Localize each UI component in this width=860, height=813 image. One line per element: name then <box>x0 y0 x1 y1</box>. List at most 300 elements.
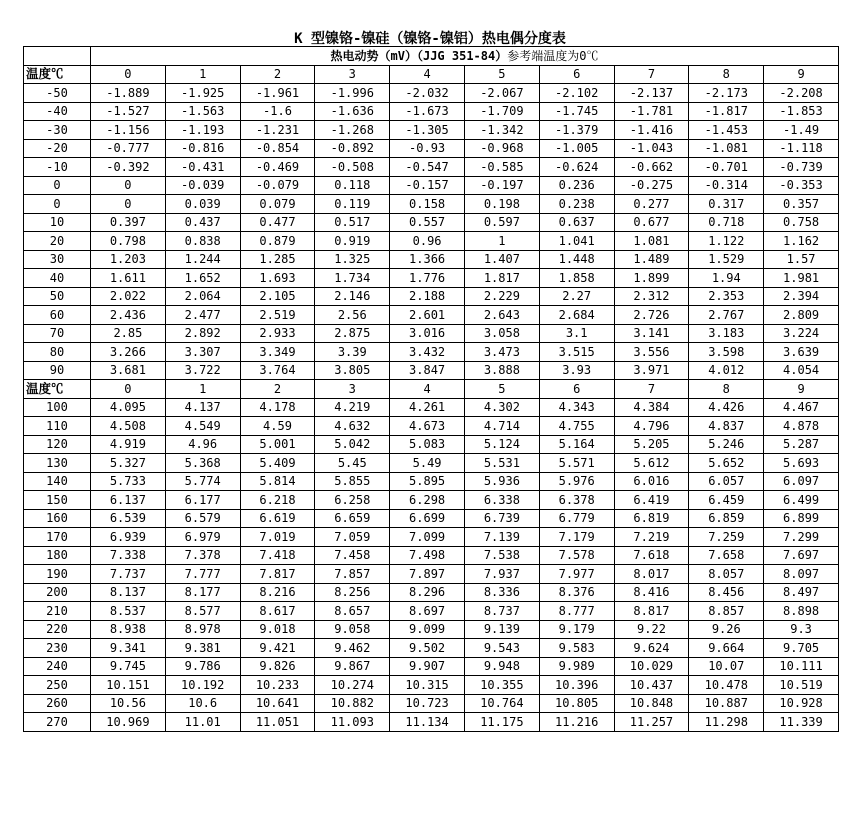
emf-value-cell: 0.96 <box>390 232 465 251</box>
emf-value-cell: 0.317 <box>689 195 764 214</box>
emf-value-cell: 4.549 <box>165 417 240 436</box>
emf-value-cell: 8.256 <box>315 583 390 602</box>
temperature-cell: -50 <box>24 84 91 103</box>
emf-header-reference: 参考端温度为0℃ <box>507 48 599 63</box>
emf-value-cell: 10.6 <box>165 694 240 713</box>
emf-value-cell: 8.097 <box>764 565 839 584</box>
emf-value-cell: -1.636 <box>315 102 390 121</box>
emf-value-cell: 3.432 <box>390 343 465 362</box>
emf-value-cell: 3.971 <box>614 361 689 380</box>
emf-value-cell: 5.49 <box>390 454 465 473</box>
emf-value-cell: 4.796 <box>614 417 689 436</box>
column-header: 1 <box>165 65 240 84</box>
emf-value-cell: 3.1 <box>539 324 614 343</box>
emf-value-cell: 7.179 <box>539 528 614 547</box>
temperature-cell: 170 <box>24 528 91 547</box>
emf-value-cell: 5.001 <box>240 435 315 454</box>
temperature-cell: 70 <box>24 324 91 343</box>
table-row <box>24 84 839 103</box>
emf-value-cell: 0.718 <box>689 213 764 232</box>
emf-value-cell: 7.019 <box>240 528 315 547</box>
emf-value-cell: 9.179 <box>539 620 614 639</box>
emf-value-cell: 2.519 <box>240 306 315 325</box>
column-header-row <box>24 65 839 84</box>
emf-value-cell: 2.767 <box>689 306 764 325</box>
emf-value-cell: 3.515 <box>539 343 614 362</box>
emf-value-cell: 6.979 <box>165 528 240 547</box>
table-row <box>24 176 839 195</box>
emf-value-cell: 1.325 <box>315 250 390 269</box>
column-header: 9 <box>764 380 839 399</box>
emf-value-cell: 11.093 <box>315 713 390 732</box>
temperature-cell: 250 <box>24 676 91 695</box>
emf-value-cell: 0.158 <box>390 195 465 214</box>
emf-value-cell: 5.409 <box>240 454 315 473</box>
emf-value-cell: 11.216 <box>539 713 614 732</box>
emf-value-cell: 2.146 <box>315 287 390 306</box>
emf-value-cell: 9.543 <box>464 639 539 658</box>
emf-value-cell: 9.989 <box>539 657 614 676</box>
emf-value-cell: 10.641 <box>240 694 315 713</box>
emf-value-cell: 8.577 <box>165 602 240 621</box>
emf-value-cell: 7.458 <box>315 546 390 565</box>
emf-value-cell: 10.355 <box>464 676 539 695</box>
emf-value-cell: 6.939 <box>91 528 166 547</box>
emf-value-cell: 9.139 <box>464 620 539 639</box>
emf-value-cell: -2.032 <box>390 84 465 103</box>
emf-value-cell: 4.302 <box>464 398 539 417</box>
emf-value-cell: -0.662 <box>614 158 689 177</box>
emf-value-cell: 6.177 <box>165 491 240 510</box>
emf-value-cell: -1.996 <box>315 84 390 103</box>
emf-value-cell: -0.585 <box>464 158 539 177</box>
emf-value-cell: 4.343 <box>539 398 614 417</box>
emf-value-cell: 7.977 <box>539 565 614 584</box>
emf-value-cell: -0.314 <box>689 176 764 195</box>
emf-value-cell: 7.338 <box>91 546 166 565</box>
emf-value-cell: 1.981 <box>764 269 839 288</box>
emf-value-cell: 6.619 <box>240 509 315 528</box>
emf-value-cell: 10.887 <box>689 694 764 713</box>
emf-value-cell: 1.203 <box>91 250 166 269</box>
temperature-cell: -10 <box>24 158 91 177</box>
emf-value-cell: 4.673 <box>390 417 465 436</box>
table-row <box>24 158 839 177</box>
emf-value-cell: 8.177 <box>165 583 240 602</box>
emf-value-cell: -0.624 <box>539 158 614 177</box>
table-row <box>24 472 839 491</box>
emf-value-cell: 11.339 <box>764 713 839 732</box>
emf-value-cell: 10.764 <box>464 694 539 713</box>
emf-value-cell: 6.499 <box>764 491 839 510</box>
column-header: 7 <box>614 380 689 399</box>
emf-value-cell: 9.624 <box>614 639 689 658</box>
emf-value-cell: 6.819 <box>614 509 689 528</box>
emf-value-cell: 5.976 <box>539 472 614 491</box>
emf-value-cell: 6.459 <box>689 491 764 510</box>
emf-value-cell: 0.838 <box>165 232 240 251</box>
table-row <box>24 213 839 232</box>
emf-value-cell: -0.079 <box>240 176 315 195</box>
column-header: 1 <box>165 380 240 399</box>
emf-value-cell: 1.122 <box>689 232 764 251</box>
emf-value-cell: 9.583 <box>539 639 614 658</box>
emf-value-cell: 5.083 <box>390 435 465 454</box>
table-row <box>24 139 839 158</box>
emf-value-cell: 4.59 <box>240 417 315 436</box>
column-header: 4 <box>390 65 465 84</box>
emf-value-cell: 4.054 <box>764 361 839 380</box>
emf-value-cell: 8.057 <box>689 565 764 584</box>
emf-value-cell: 6.859 <box>689 509 764 528</box>
temperature-cell: 260 <box>24 694 91 713</box>
emf-value-cell: 4.878 <box>764 417 839 436</box>
emf-value-cell: 8.777 <box>539 602 614 621</box>
column-header: 5 <box>464 65 539 84</box>
emf-value-cell: 5.733 <box>91 472 166 491</box>
column-header: 9 <box>764 65 839 84</box>
emf-value-cell: -1.817 <box>689 102 764 121</box>
emf-value-cell: 2.105 <box>240 287 315 306</box>
column-header: 8 <box>689 380 764 399</box>
emf-value-cell: -1.005 <box>539 139 614 158</box>
emf-value-cell: 0.758 <box>764 213 839 232</box>
emf-value-cell: 8.137 <box>91 583 166 602</box>
emf-value-cell: 1 <box>464 232 539 251</box>
table-row <box>24 639 839 658</box>
table-row <box>24 102 839 121</box>
emf-value-cell: -2.173 <box>689 84 764 103</box>
emf-value-cell: -1.305 <box>390 121 465 140</box>
emf-value-cell: 0.477 <box>240 213 315 232</box>
table-row <box>24 694 839 713</box>
emf-value-cell: 0.919 <box>315 232 390 251</box>
emf-value-cell: 2.436 <box>91 306 166 325</box>
emf-value-cell: 7.418 <box>240 546 315 565</box>
emf-value-cell: 3.598 <box>689 343 764 362</box>
emf-value-cell: 8.017 <box>614 565 689 584</box>
emf-value-cell: 4.426 <box>689 398 764 417</box>
emf-value-cell: 0.798 <box>91 232 166 251</box>
emf-value-cell: 0.119 <box>315 195 390 214</box>
emf-value-cell: 8.456 <box>689 583 764 602</box>
emf-value-cell: 6.338 <box>464 491 539 510</box>
emf-value-cell: 2.56 <box>315 306 390 325</box>
temperature-cell: 50 <box>24 287 91 306</box>
temperature-cell: 100 <box>24 398 91 417</box>
emf-value-cell: 1.244 <box>165 250 240 269</box>
emf-value-cell: 10.478 <box>689 676 764 695</box>
emf-value-cell: 4.632 <box>315 417 390 436</box>
emf-value-cell: 9.705 <box>764 639 839 658</box>
corner-cell <box>24 47 91 66</box>
emf-value-cell: 1.693 <box>240 269 315 288</box>
emf-value-cell: -0.93 <box>390 139 465 158</box>
emf-value-cell: 7.937 <box>464 565 539 584</box>
emf-value-cell: 2.643 <box>464 306 539 325</box>
emf-value-cell: -1.268 <box>315 121 390 140</box>
emf-value-cell: -1.416 <box>614 121 689 140</box>
emf-value-cell: 7.618 <box>614 546 689 565</box>
table-row <box>24 417 839 436</box>
emf-value-cell: 0.397 <box>91 213 166 232</box>
emf-value-cell: 8.296 <box>390 583 465 602</box>
emf-value-cell: 1.776 <box>390 269 465 288</box>
emf-value-cell: 7.219 <box>614 528 689 547</box>
emf-value-cell: 4.919 <box>91 435 166 454</box>
emf-value-cell: 9.502 <box>390 639 465 658</box>
emf-value-cell: 10.928 <box>764 694 839 713</box>
table-row <box>24 491 839 510</box>
emf-value-cell: 3.805 <box>315 361 390 380</box>
emf-value-cell: 2.312 <box>614 287 689 306</box>
table-row <box>24 657 839 676</box>
emf-value-cell: 3.473 <box>464 343 539 362</box>
emf-value-cell: 2.809 <box>764 306 839 325</box>
temperature-cell: 160 <box>24 509 91 528</box>
emf-value-cell: 3.93 <box>539 361 614 380</box>
emf-value-cell: 9.664 <box>689 639 764 658</box>
emf-value-cell: 7.139 <box>464 528 539 547</box>
emf-value-cell: 10.111 <box>764 657 839 676</box>
emf-value-cell: 4.261 <box>390 398 465 417</box>
emf-value-cell: -0.508 <box>315 158 390 177</box>
temperature-cell: 120 <box>24 435 91 454</box>
emf-value-cell: 3.764 <box>240 361 315 380</box>
emf-value-cell: 10.192 <box>165 676 240 695</box>
emf-value-cell: 7.378 <box>165 546 240 565</box>
temperature-cell: -20 <box>24 139 91 158</box>
temperature-cell: 30 <box>24 250 91 269</box>
emf-value-cell: 6.378 <box>539 491 614 510</box>
emf-value-cell: 4.095 <box>91 398 166 417</box>
emf-value-cell: -1.889 <box>91 84 166 103</box>
emf-value-cell: 9.462 <box>315 639 390 658</box>
emf-value-cell: 4.96 <box>165 435 240 454</box>
emf-value-cell: -1.49 <box>764 121 839 140</box>
emf-value-cell: 0.079 <box>240 195 315 214</box>
emf-value-cell: 11.134 <box>390 713 465 732</box>
emf-value-cell: 8.817 <box>614 602 689 621</box>
column-header: 2 <box>240 65 315 84</box>
emf-value-cell: 5.855 <box>315 472 390 491</box>
emf-value-cell: 11.051 <box>240 713 315 732</box>
emf-value-cell: 3.722 <box>165 361 240 380</box>
emf-value-cell: 3.307 <box>165 343 240 362</box>
emf-value-cell: 1.817 <box>464 269 539 288</box>
emf-value-cell: 5.368 <box>165 454 240 473</box>
emf-value-cell: -2.208 <box>764 84 839 103</box>
temperature-cell: 190 <box>24 565 91 584</box>
emf-value-cell: 5.774 <box>165 472 240 491</box>
emf-value-cell: -1.156 <box>91 121 166 140</box>
emf-value-cell: -1.961 <box>240 84 315 103</box>
table-row <box>24 676 839 695</box>
emf-value-cell: 7.059 <box>315 528 390 547</box>
emf-value-cell: 3.183 <box>689 324 764 343</box>
emf-value-cell: 4.508 <box>91 417 166 436</box>
emf-value-cell: -0.197 <box>464 176 539 195</box>
temperature-cell: 110 <box>24 417 91 436</box>
temperature-cell: 210 <box>24 602 91 621</box>
emf-value-cell: 9.745 <box>91 657 166 676</box>
emf-value-cell: 9.3 <box>764 620 839 639</box>
column-header: 0 <box>91 380 166 399</box>
emf-value-cell: 8.537 <box>91 602 166 621</box>
emf-value-cell: 11.01 <box>165 713 240 732</box>
emf-value-cell: 8.416 <box>614 583 689 602</box>
emf-value-cell: 2.229 <box>464 287 539 306</box>
emf-value-cell: 5.571 <box>539 454 614 473</box>
emf-value-cell: 0.039 <box>165 195 240 214</box>
emf-value-cell: -0.392 <box>91 158 166 177</box>
emf-value-cell: 10.848 <box>614 694 689 713</box>
emf-value-cell: 0.236 <box>539 176 614 195</box>
emf-value-cell: 5.895 <box>390 472 465 491</box>
temperature-cell: 10 <box>24 213 91 232</box>
emf-value-cell: 3.847 <box>390 361 465 380</box>
emf-value-cell: 5.45 <box>315 454 390 473</box>
table-row <box>24 269 839 288</box>
temperature-cell: 240 <box>24 657 91 676</box>
emf-value-cell: -1.745 <box>539 102 614 121</box>
temperature-cell: -30 <box>24 121 91 140</box>
column-header: 3 <box>315 65 390 84</box>
emf-value-cell: 5.042 <box>315 435 390 454</box>
emf-value-cell: 2.394 <box>764 287 839 306</box>
table-row <box>24 324 839 343</box>
emf-value-cell: 3.681 <box>91 361 166 380</box>
temperature-cell: 90 <box>24 361 91 380</box>
emf-value-cell: 8.617 <box>240 602 315 621</box>
emf-value-cell: 9.948 <box>464 657 539 676</box>
table-row <box>24 121 839 140</box>
emf-value-cell: 9.22 <box>614 620 689 639</box>
emf-value-cell: 11.175 <box>464 713 539 732</box>
emf-value-cell: 7.538 <box>464 546 539 565</box>
emf-value-cell: -0.777 <box>91 139 166 158</box>
emf-value-cell: 2.477 <box>165 306 240 325</box>
temperature-cell: 0 <box>24 176 91 195</box>
emf-value-cell: 3.058 <box>464 324 539 343</box>
emf-value-cell: 7.817 <box>240 565 315 584</box>
emf-value-cell: 1.081 <box>614 232 689 251</box>
emf-value-cell: 0.277 <box>614 195 689 214</box>
emf-value-cell: -0.701 <box>689 158 764 177</box>
emf-value-cell: 5.246 <box>689 435 764 454</box>
emf-value-cell: -0.816 <box>165 139 240 158</box>
table-row <box>24 306 839 325</box>
emf-value-cell: 4.178 <box>240 398 315 417</box>
temperature-cell: 230 <box>24 639 91 658</box>
emf-value-cell: 1.366 <box>390 250 465 269</box>
emf-value-cell: -1.527 <box>91 102 166 121</box>
emf-value-cell: 8.657 <box>315 602 390 621</box>
emf-header-row <box>24 47 839 66</box>
column-header: 3 <box>315 380 390 399</box>
column-header: 5 <box>464 380 539 399</box>
table-row <box>24 361 839 380</box>
emf-value-cell: 0.357 <box>764 195 839 214</box>
emf-value-cell: 5.205 <box>614 435 689 454</box>
emf-value-cell: 0.517 <box>315 213 390 232</box>
emf-value-cell: -1.081 <box>689 139 764 158</box>
emf-value-cell: 6.258 <box>315 491 390 510</box>
emf-value-cell: 0.118 <box>315 176 390 195</box>
table-row <box>24 565 839 584</box>
column-header: 0 <box>91 65 166 84</box>
emf-value-cell: 0 <box>91 195 166 214</box>
emf-value-cell: 5.936 <box>464 472 539 491</box>
temperature-cell: 270 <box>24 713 91 732</box>
emf-value-cell: 9.381 <box>165 639 240 658</box>
emf-value-cell: 1.041 <box>539 232 614 251</box>
table-row <box>24 250 839 269</box>
emf-value-cell: -0.968 <box>464 139 539 158</box>
emf-value-cell: 1.162 <box>764 232 839 251</box>
emf-value-cell: 5.693 <box>764 454 839 473</box>
emf-value-cell: 10.07 <box>689 657 764 676</box>
temperature-cell: 40 <box>24 269 91 288</box>
emf-value-cell: 8.898 <box>764 602 839 621</box>
column-header: 6 <box>539 380 614 399</box>
emf-value-cell: 10.969 <box>91 713 166 732</box>
table-row <box>24 713 839 732</box>
temperature-cell: 80 <box>24 343 91 362</box>
emf-value-cell: 3.39 <box>315 343 390 362</box>
emf-value-cell: -1.6 <box>240 102 315 121</box>
emf-value-cell: 9.907 <box>390 657 465 676</box>
emf-value-cell: 1.899 <box>614 269 689 288</box>
emf-value-cell: 6.137 <box>91 491 166 510</box>
emf-value-cell: -1.231 <box>240 121 315 140</box>
table-row <box>24 546 839 565</box>
emf-value-cell: 4.384 <box>614 398 689 417</box>
column-header-row-2 <box>24 380 839 399</box>
emf-value-cell: -0.469 <box>240 158 315 177</box>
emf-value-cell: 2.85 <box>91 324 166 343</box>
emf-value-cell: 6.739 <box>464 509 539 528</box>
emf-value-cell: 0.677 <box>614 213 689 232</box>
emf-value-cell: 9.099 <box>390 620 465 639</box>
emf-value-cell: -0.739 <box>764 158 839 177</box>
emf-value-cell: 8.216 <box>240 583 315 602</box>
emf-value-cell: -0.547 <box>390 158 465 177</box>
emf-value-cell: 4.467 <box>764 398 839 417</box>
emf-value-cell: 2.875 <box>315 324 390 343</box>
emf-value-cell: -1.453 <box>689 121 764 140</box>
emf-value-cell: -0.157 <box>390 176 465 195</box>
emf-value-cell: 6.699 <box>390 509 465 528</box>
emf-value-cell: 0.437 <box>165 213 240 232</box>
emf-value-cell: 10.029 <box>614 657 689 676</box>
emf-value-cell: 9.867 <box>315 657 390 676</box>
emf-value-cell: 8.336 <box>464 583 539 602</box>
emf-value-cell: -1.193 <box>165 121 240 140</box>
table-row <box>24 454 839 473</box>
temp-label-cell: 温度℃ <box>24 380 91 399</box>
emf-value-cell: -0.039 <box>165 176 240 195</box>
emf-value-cell: 6.539 <box>91 509 166 528</box>
column-header: 2 <box>240 380 315 399</box>
emf-value-cell: -1.853 <box>764 102 839 121</box>
temp-label-cell: 温度℃ <box>24 65 91 84</box>
emf-value-cell: 1.652 <box>165 269 240 288</box>
temperature-cell: 220 <box>24 620 91 639</box>
emf-value-cell: 4.755 <box>539 417 614 436</box>
table-row <box>24 343 839 362</box>
emf-value-cell: 2.188 <box>390 287 465 306</box>
